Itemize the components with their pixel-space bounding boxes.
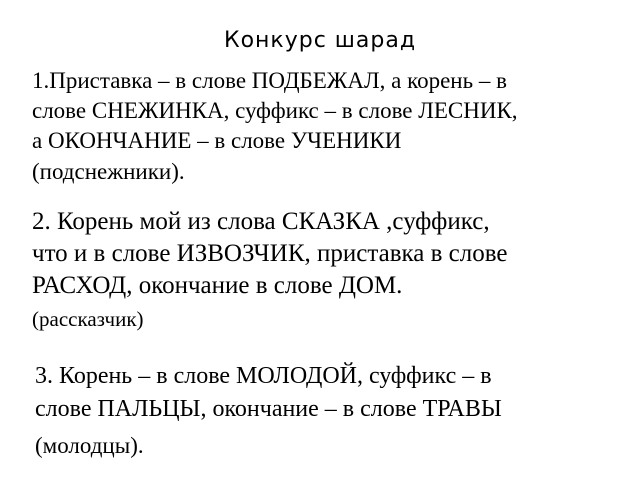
slide-title: Конкурс шарад (223, 28, 417, 53)
riddle-3-answer: (молодцы). (35, 433, 144, 458)
riddle-2-answer: (рассказчик) (32, 307, 144, 331)
riddle-2-line-1: 2. Корень мой из слова СКАЗКА ,суффикс, (32, 208, 490, 235)
riddle-3 (35, 360, 502, 466)
riddle-1 (32, 66, 518, 188)
riddle-1-line-2: слове СНЕЖИНКА, суффикс – в слове ЛЕСНИК, (32, 98, 518, 123)
riddle-1-answer: (подснежники). (32, 159, 185, 184)
riddle-2-line-3: РАСХОД, окончание в слове ДОМ. (32, 272, 403, 299)
riddle-2-line-2: что и в слове ИЗВОЗЧИК, приставка в слове (32, 240, 508, 267)
riddle-3-line-1: 3. Корень – в слове МОЛОДОЙ, суффикс – в (35, 363, 492, 389)
riddle-3-line-2: слове ПАЛЬЦЫ, окончание – в слове ТРАВЫ (35, 396, 502, 422)
riddle-2 (32, 206, 508, 336)
riddle-1-line-1: 1.Приставка – в слове ПОДБЕЖАЛ, а корень – в (32, 68, 507, 93)
riddle-1-line-3: а ОКОНЧАНИЕ – в слове УЧЕНИКИ (32, 128, 402, 153)
